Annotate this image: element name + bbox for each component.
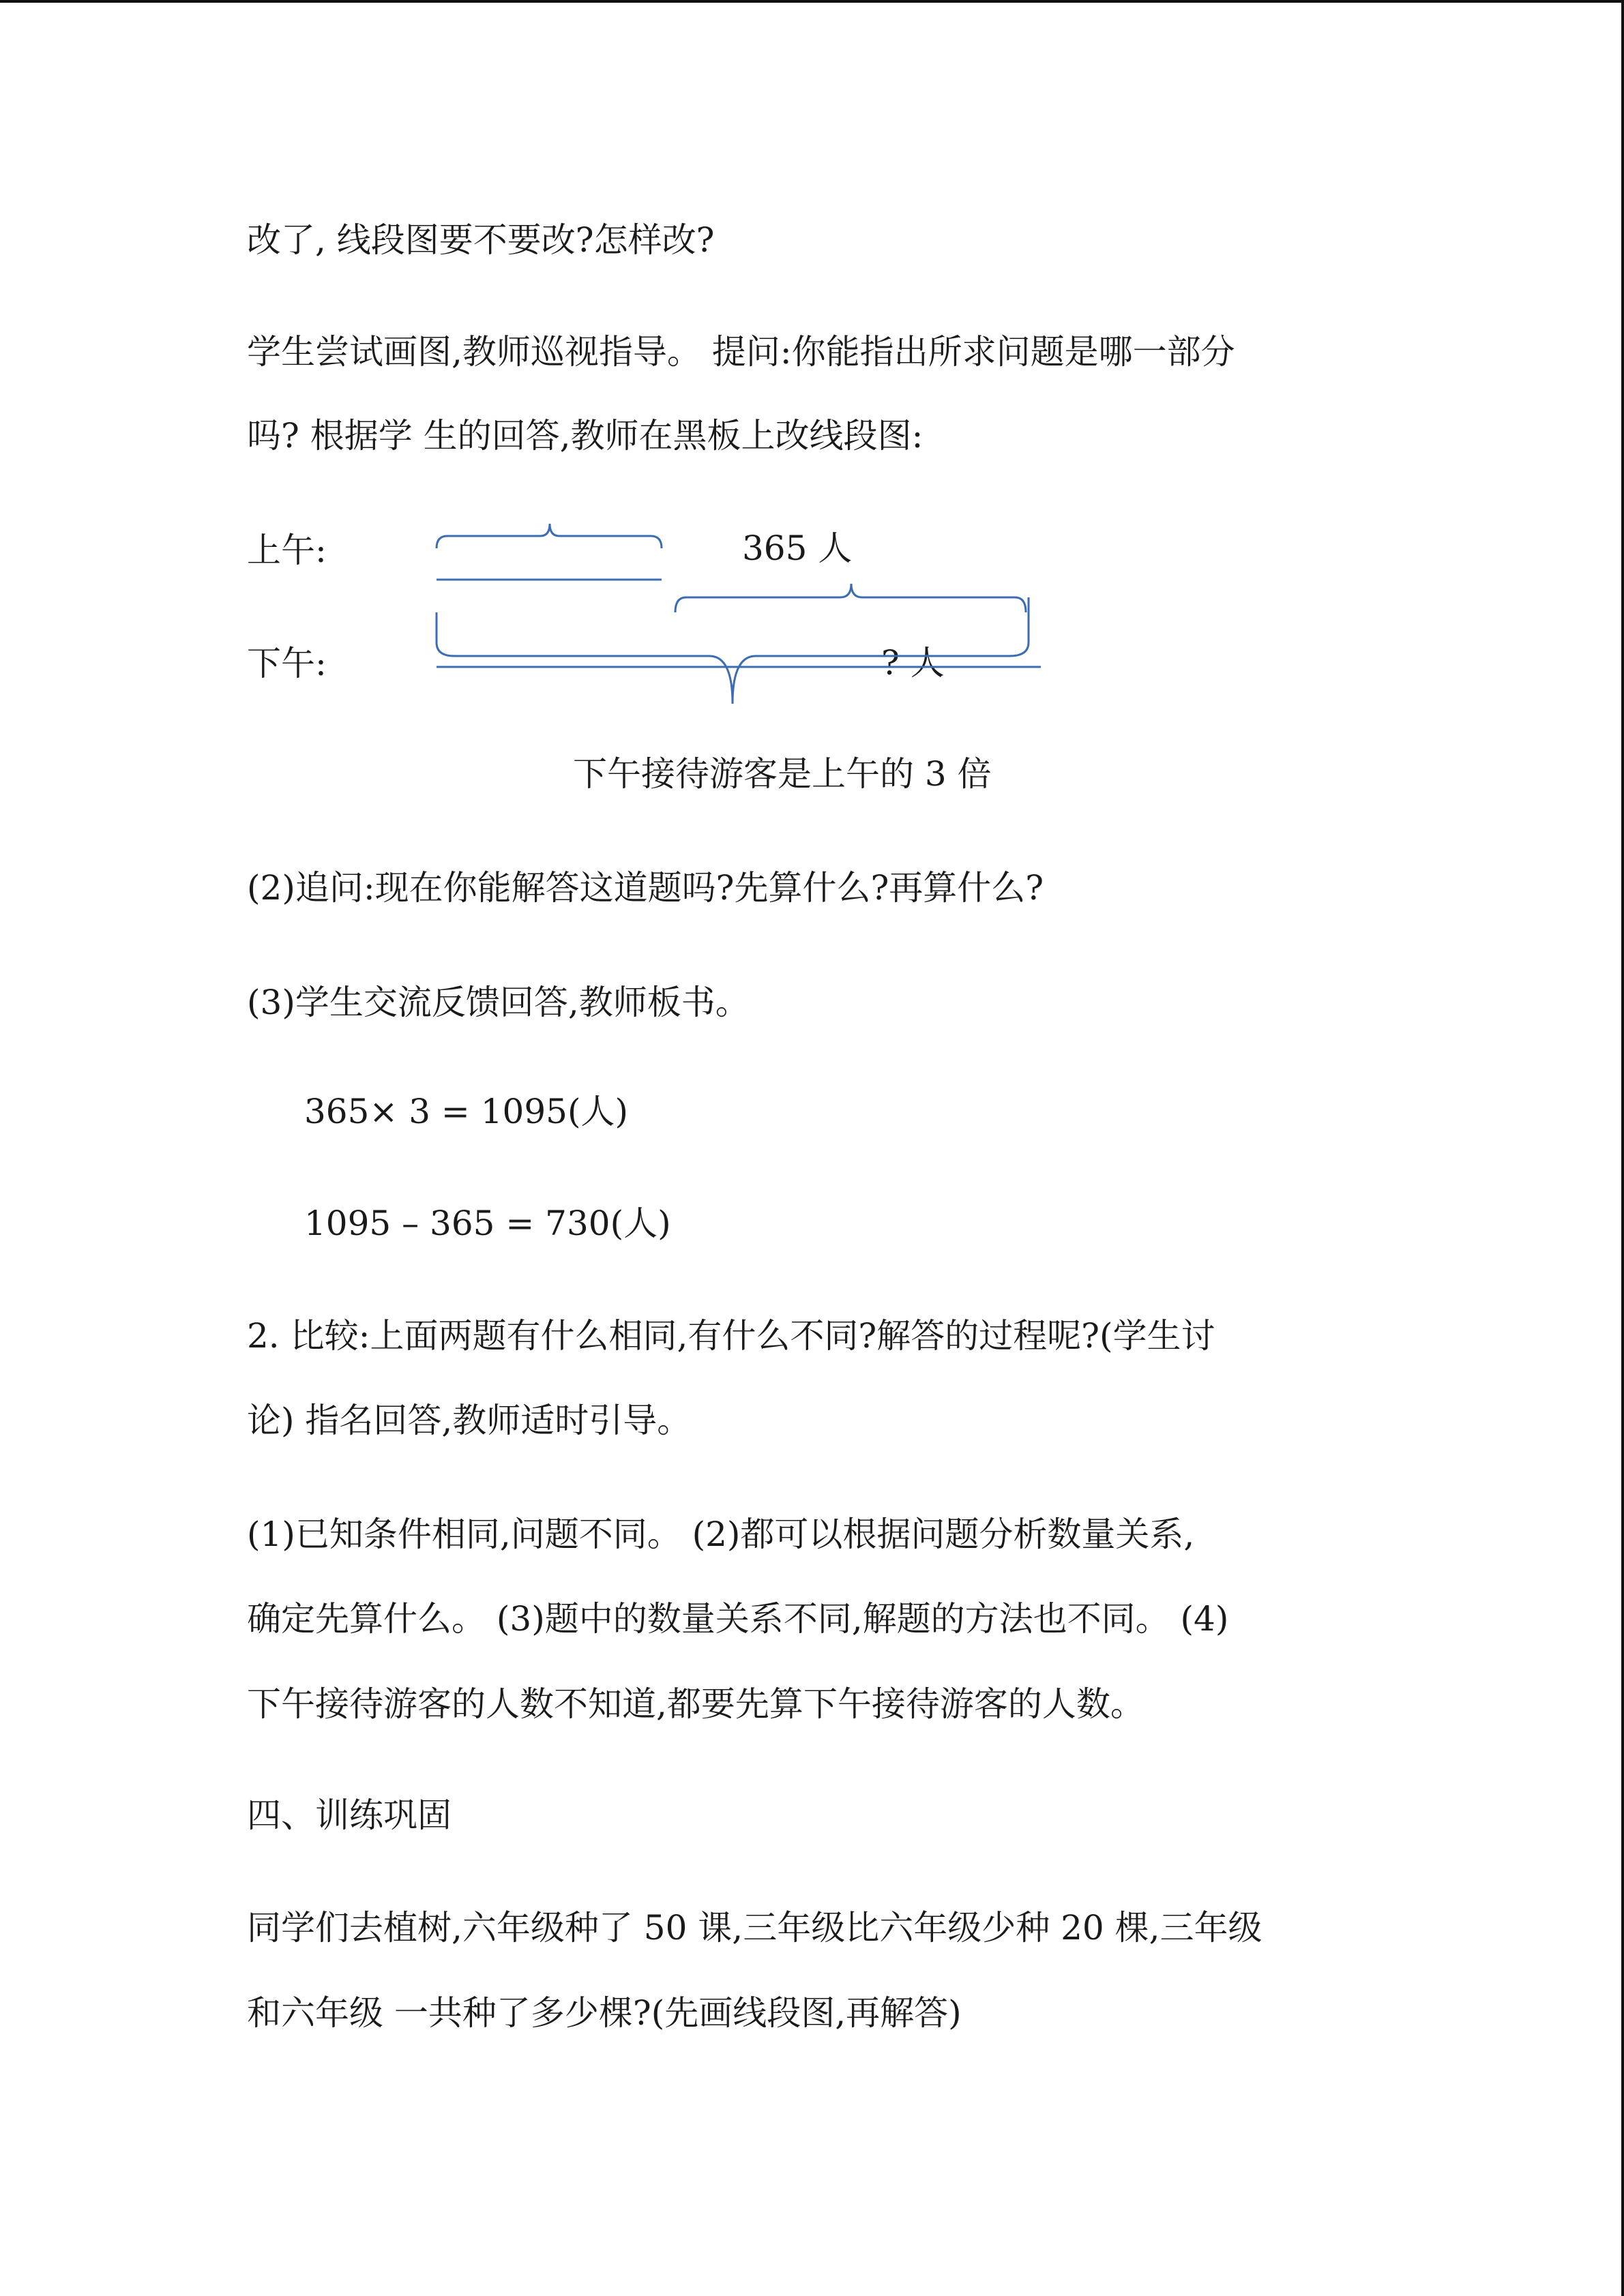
text-line-3: 吗? 根据学 生的回答,教师在黑板上改线段图: xyxy=(247,416,924,456)
morning-value-label: 365 人 xyxy=(742,528,853,568)
text-line-10: 论) 指名回答,教师适时引导。 xyxy=(247,1401,692,1440)
morning-label: 上午: xyxy=(247,531,327,570)
afternoon-brace xyxy=(437,597,1029,704)
text-line-6: (3)学生交流反馈回答,教师板书。 xyxy=(247,983,750,1022)
morning-value-brace xyxy=(675,584,1026,612)
text-line-5: (2)追问:现在你能解答这道题吗?先算什么?再算什么? xyxy=(247,868,1044,908)
text-line-16: 和六年级 一共种了多少棵?(先画线段图,再解答) xyxy=(247,1993,962,2033)
text-line-1: 改了, 线段图要不要改?怎样改? xyxy=(247,220,715,260)
diagram-caption: 下午接待游客是上午的 3 倍 xyxy=(573,754,992,794)
equation-1: 365× 3 = 1095(人) xyxy=(304,1092,628,1131)
afternoon-value-label: ? 人 xyxy=(881,643,945,683)
afternoon-label: 下午: xyxy=(247,644,327,683)
text-line-11: (1)已知条件相同,问题不同。 (2)都可以根据问题分析数量关系, xyxy=(247,1515,1195,1554)
text-line-12: 确定先算什么。 (3)题中的数量关系不同,解题的方法也不同。 (4) xyxy=(247,1599,1229,1639)
text-line-13: 下午接待游客的人数不知道,都要先算下午接待游客的人数。 xyxy=(247,1684,1145,1724)
section-heading: 四、训练巩固 xyxy=(247,1795,452,1835)
text-line-9: 2. 比较:上面两题有什么相同,有什么不同?解答的过程呢?(学生讨 xyxy=(247,1316,1215,1356)
equation-2: 1095 – 365 = 730(人) xyxy=(304,1204,671,1243)
morning-top-brace xyxy=(437,524,662,548)
text-line-2: 学生尝试画图,教师巡视指导。 提问:你能指出所求问题是哪一部分 xyxy=(247,332,1235,372)
text-line-15: 同学们去植树,六年级种了 50 课,三年级比六年级少种 20 棵,三年级 xyxy=(247,1908,1263,1948)
